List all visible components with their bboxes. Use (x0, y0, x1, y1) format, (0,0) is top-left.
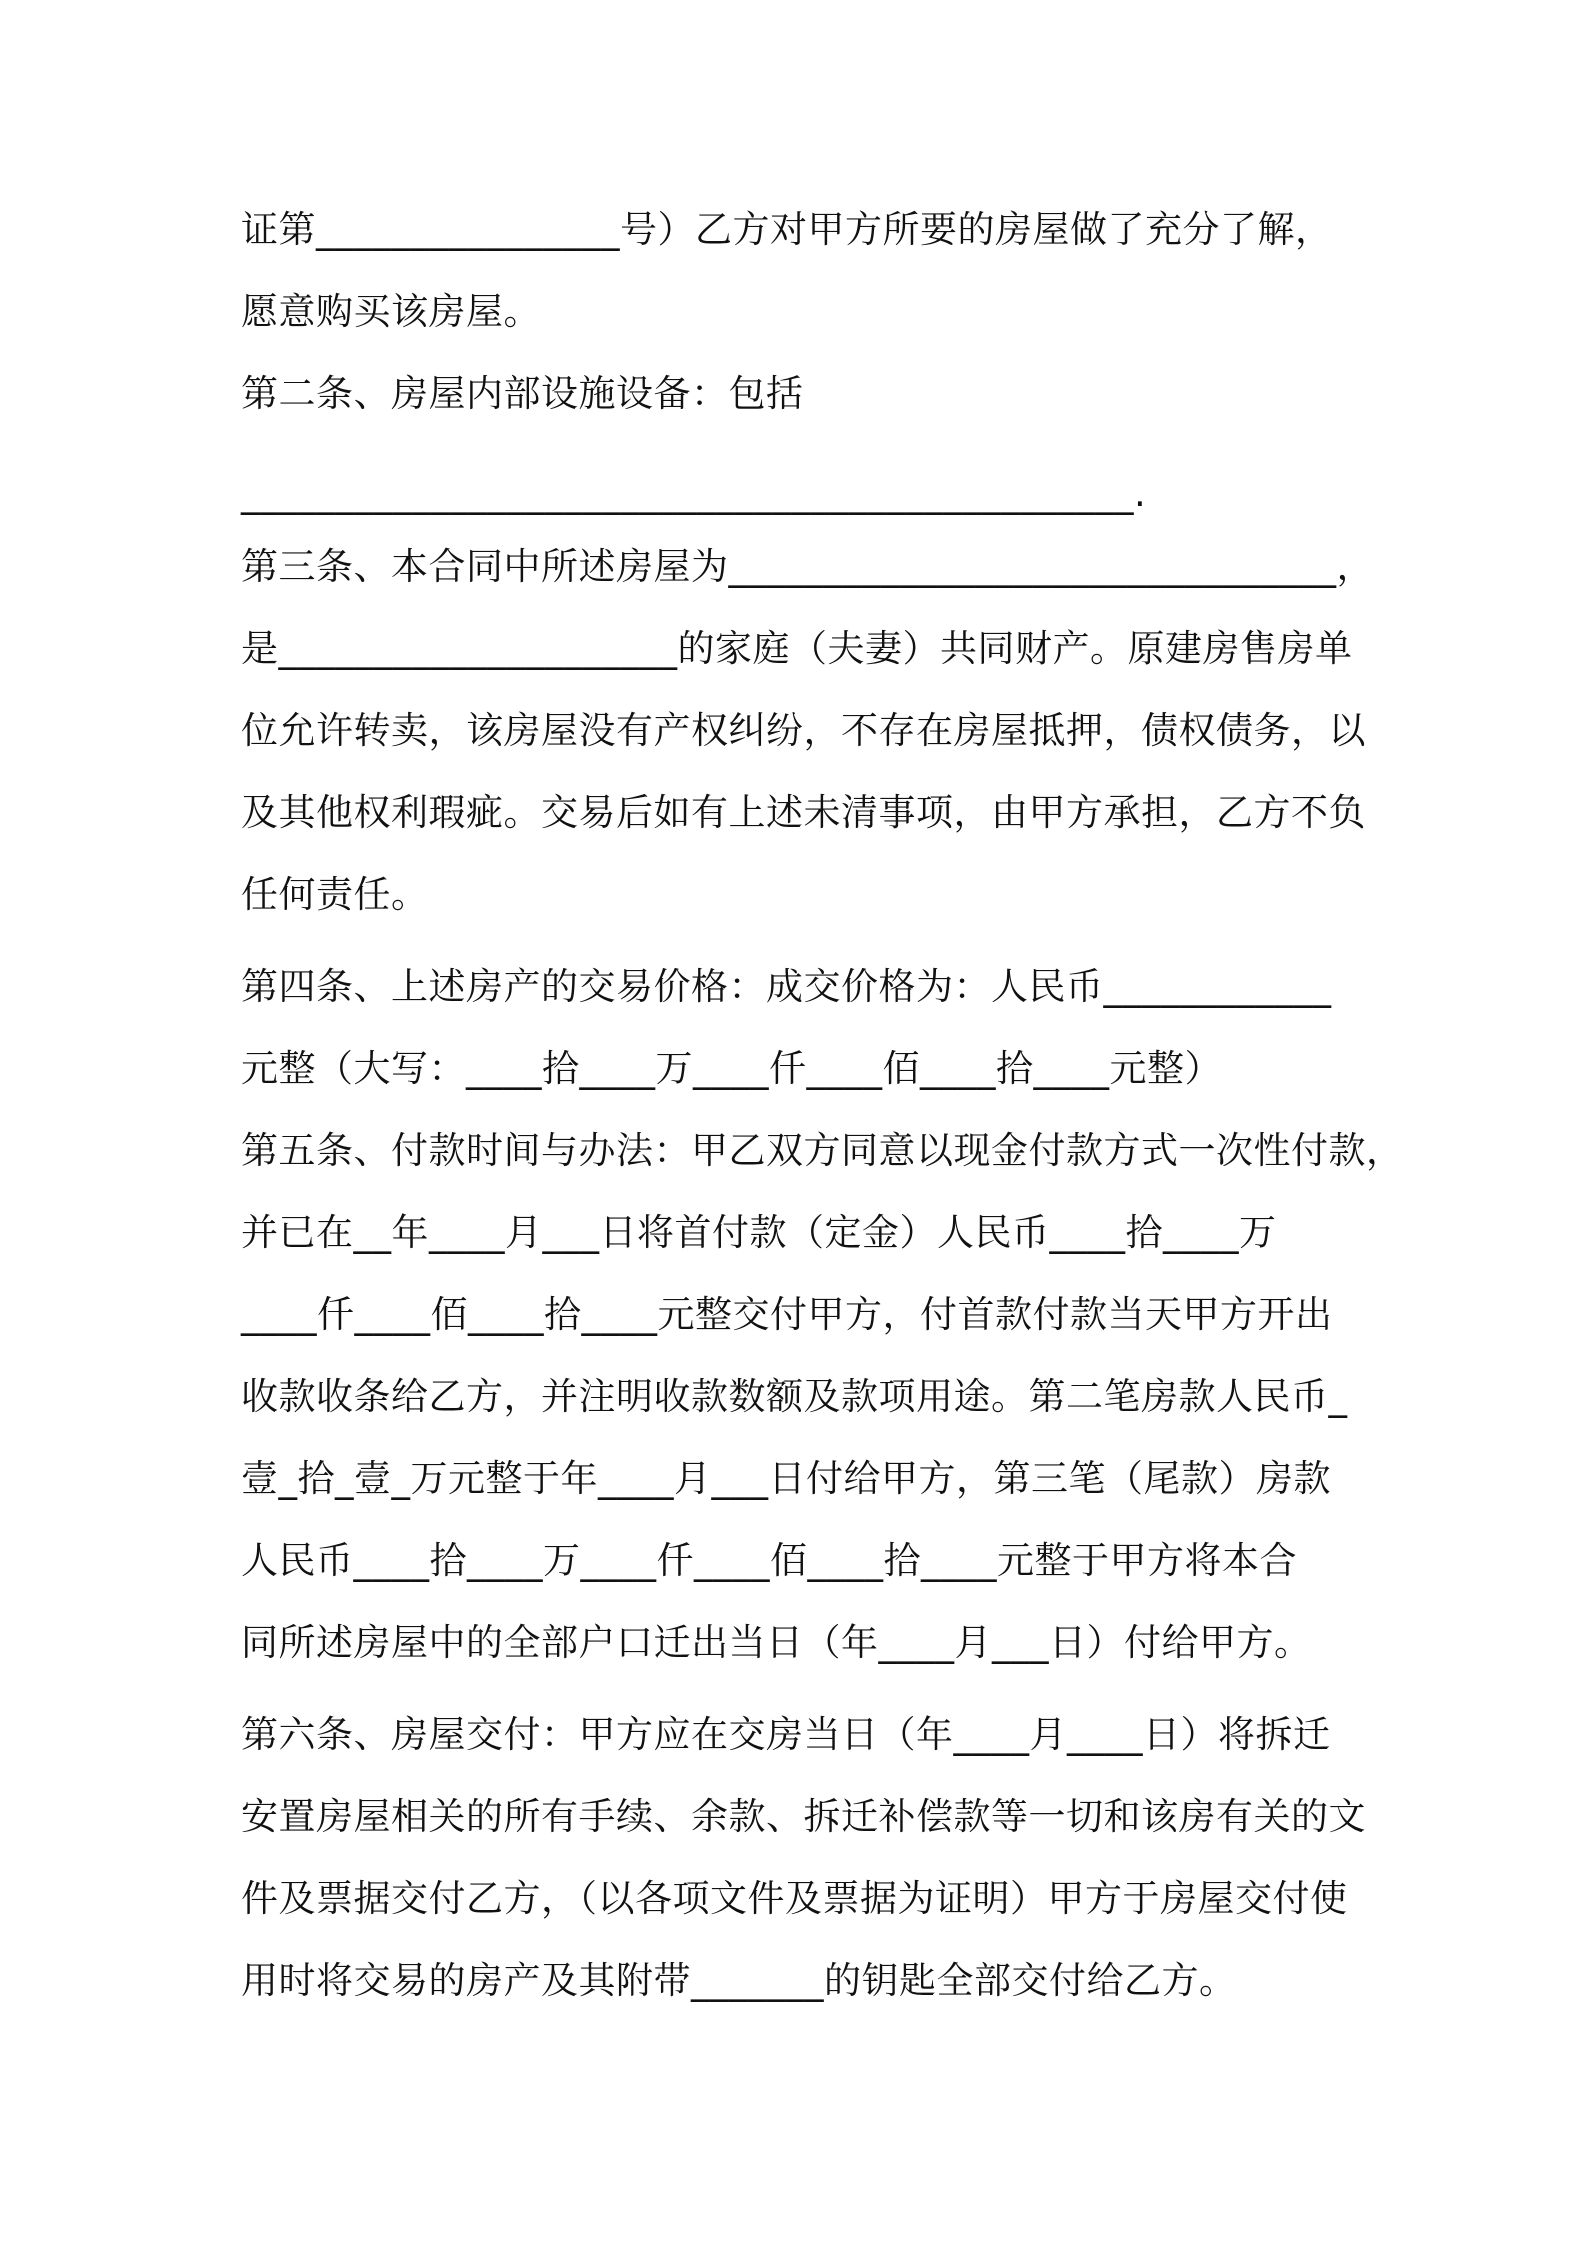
text-line: 任何责任。 (241, 873, 429, 916)
text-line: 壹_拾_壹_万元整于年____月___日付给甲方，第三笔（尾款）房款 (241, 1457, 1331, 1500)
text-line: 及其他权利瑕疵。交易后如有上述未清事项，由甲方承担，乙方不负 (241, 791, 1366, 834)
text-line: 第六条、房屋交付：甲方应在交房当日（年____月____日）将拆迁 (241, 1713, 1331, 1756)
text-line: 同所述房屋中的全部户口迁出当日（年____月___日）付给甲方。 (241, 1621, 1312, 1664)
text-line: 第三条、本合同中所述房屋为________________________________， (241, 545, 1374, 588)
text-line: ____仟____佰____拾____元整交付甲方，付首款付款当天甲方开出 (241, 1293, 1333, 1336)
text-line: 愿意购买该房屋。 (241, 290, 541, 333)
text-line: 证第________________号）乙方对甲方所要的房屋做了充分了解， (241, 208, 1333, 251)
text-line: 元整（大写：____拾____万____仟____佰____拾____元整） (241, 1047, 1222, 1090)
text-line: 件及票据交付乙方，（以各项文件及票据为证明）甲方于房屋交付使 (241, 1877, 1348, 1920)
text-line: 位允许转卖，该房屋没有产权纠纷，不存在房屋抵押，债权债务，以 (241, 709, 1366, 752)
text-line: 安置房屋相关的所有手续、余款、拆迁补偿款等一切和该房有关的文 (241, 1795, 1366, 1838)
text-line: 第五条、付款时间与办法：甲乙双方同意以现金付款方式一次性付款， (241, 1129, 1404, 1172)
text-line: 用时将交易的房产及其附带_______的钥匙全部交付给乙方。 (241, 1959, 1237, 2002)
text-line: 并已在__年____月___日将首付款（定金）人民币____拾____万 (241, 1211, 1277, 1254)
text-line: 第二条、房屋内部设施设备：包括 (241, 372, 804, 415)
text-line: 是_____________________的家庭（夫妻）共同财产。原建房售房单 (241, 627, 1353, 670)
text-line: 收款收条给乙方，并注明收款数额及款项用途。第二笔房款人民币_ (241, 1375, 1348, 1418)
text-line: 第四条、上述房产的交易价格：成交价格为：人民币____________ (241, 965, 1332, 1008)
text-line: _______________________________________________. (241, 472, 1147, 515)
text-line: 人民币____拾____万____仟____佰____拾____元整于甲方将本合 (241, 1539, 1297, 1582)
